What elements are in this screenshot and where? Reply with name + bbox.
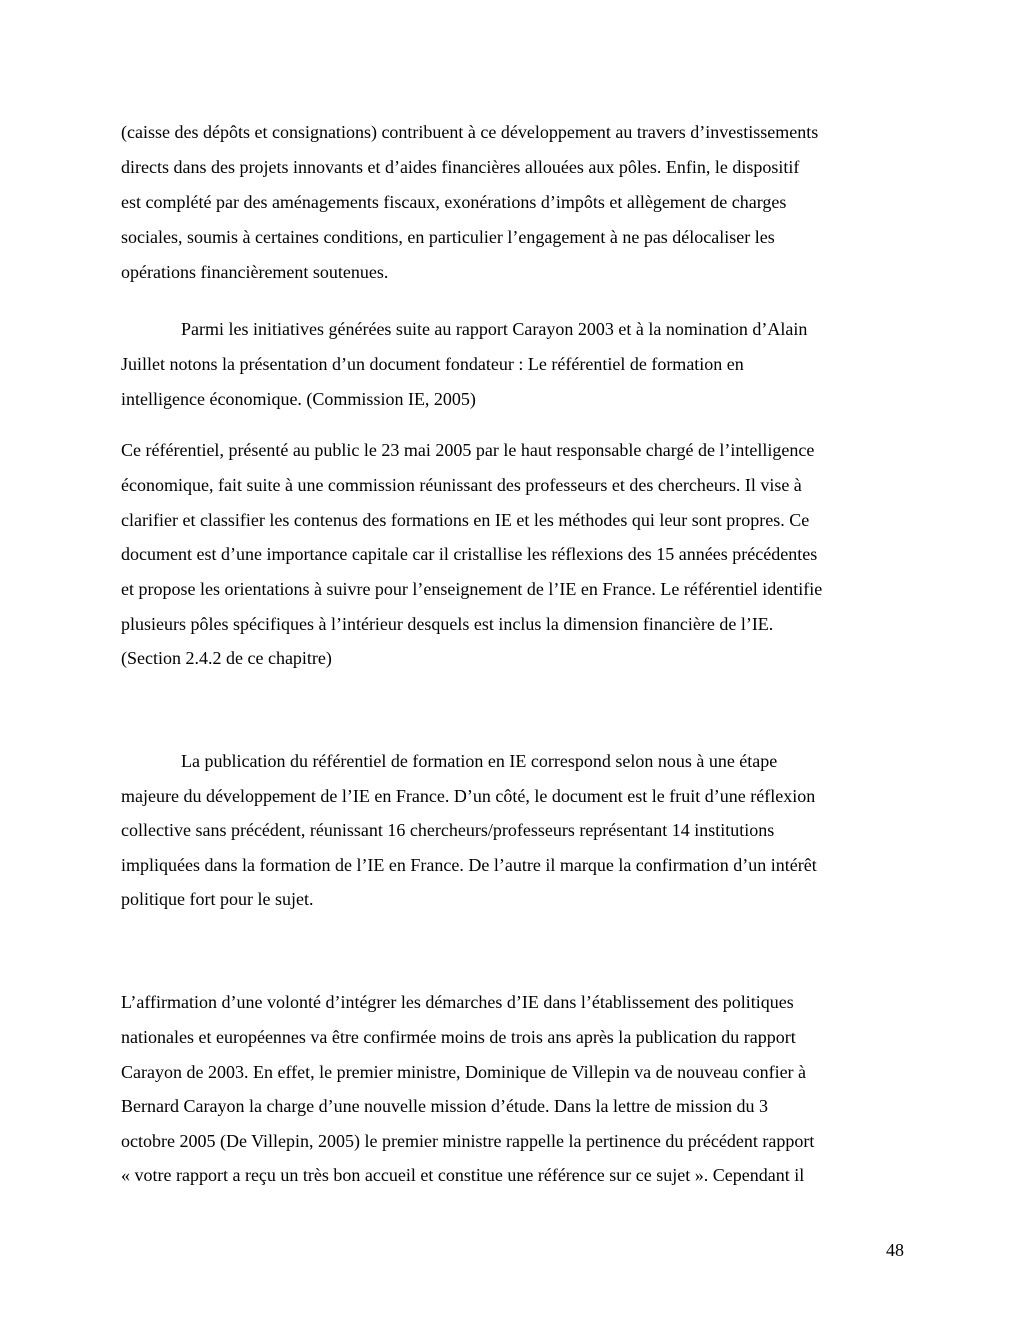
text-line: L’affirmation d’une volonté d’intégrer les démarches d’IE dans l’établissement des politiques bbox=[121, 992, 794, 1012]
text-line: Bernard Carayon la charge d’une nouvelle mission d’étude. Dans la lettre de mission du 3 bbox=[121, 1096, 768, 1116]
text-line: collective sans précédent, réunissant 16 chercheurs/professeurs représentant 14 institutions bbox=[121, 820, 775, 840]
text-line: Parmi les initiatives générées suite au rapport Carayon 2003 et à la nomination d’Alain bbox=[181, 319, 808, 339]
text-line: nationales et européennes va être confirmée moins de trois ans après la publication du rapport bbox=[121, 1027, 796, 1047]
text-line: sociales, soumis à certaines conditions, en particulier l’engagement à ne pas délocaliser les bbox=[121, 227, 775, 247]
text-line: opérations financièrement soutenues. bbox=[121, 262, 389, 282]
text-line: plusieurs pôles spécifiques à l’intérieur desquels est inclus la dimension financière de l’IE. bbox=[121, 614, 774, 634]
text-line: (Section 2.4.2 de ce chapitre) bbox=[121, 648, 332, 668]
text-line: directs dans des projets innovants et d’aides financières allouées aux pôles. Enfin, le dispositif bbox=[121, 157, 800, 177]
text-line: (caisse des dépôts et consignations) contribuent à ce développement au travers d’investissements bbox=[121, 122, 819, 142]
text-line: document est d’une importance capitale car il cristallise les réflexions des 15 années précédentes bbox=[121, 544, 818, 564]
text-line: est complété par des aménagements fiscaux, exonérations d’impôts et allègement de charges bbox=[121, 192, 787, 212]
text-line: Carayon de 2003. En effet, le premier ministre, Dominique de Villepin va de nouveau confier à bbox=[121, 1062, 807, 1082]
text-line: majeure du développement de l’IE en France. D’un côté, le document est le fruit d’une réflexion bbox=[121, 786, 816, 806]
text-line: octobre 2005 (De Villepin, 2005) le premier ministre rappelle la pertinence du précédent rapport bbox=[121, 1131, 815, 1151]
text-line: « votre rapport a reçu un très bon accueil et constitue une référence sur ce sujet ». Cependant il bbox=[121, 1165, 805, 1185]
text-line: politique fort pour le sujet. bbox=[121, 889, 314, 909]
text-line: Juillet notons la présentation d’un document fondateur : Le référentiel de formation en bbox=[121, 354, 744, 374]
text-line: intelligence économique. (Commission IE, 2005) bbox=[121, 389, 476, 409]
text-line: La publication du référentiel de formation en IE correspond selon nous à une étape bbox=[181, 751, 778, 771]
text-line: impliquées dans la formation de l’IE en France. De l’autre il marque la confirmation d’un intérêt bbox=[121, 855, 817, 875]
text-line: économique, fait suite à une commission réunissant des professeurs et des chercheurs. Il vise à bbox=[121, 475, 802, 495]
text-line: et propose les orientations à suivre pour l’enseignement de l’IE en France. Le référentiel identifie bbox=[121, 579, 823, 599]
text-line: Ce référentiel, présenté au public le 23 mai 2005 par le haut responsable chargé de l’intelligence bbox=[121, 440, 815, 460]
text-line: clarifier et classifier les contenus des formations en IE et les méthodes qui leur sont propres. Ce bbox=[121, 510, 810, 530]
page-number: 48 bbox=[886, 1240, 904, 1260]
